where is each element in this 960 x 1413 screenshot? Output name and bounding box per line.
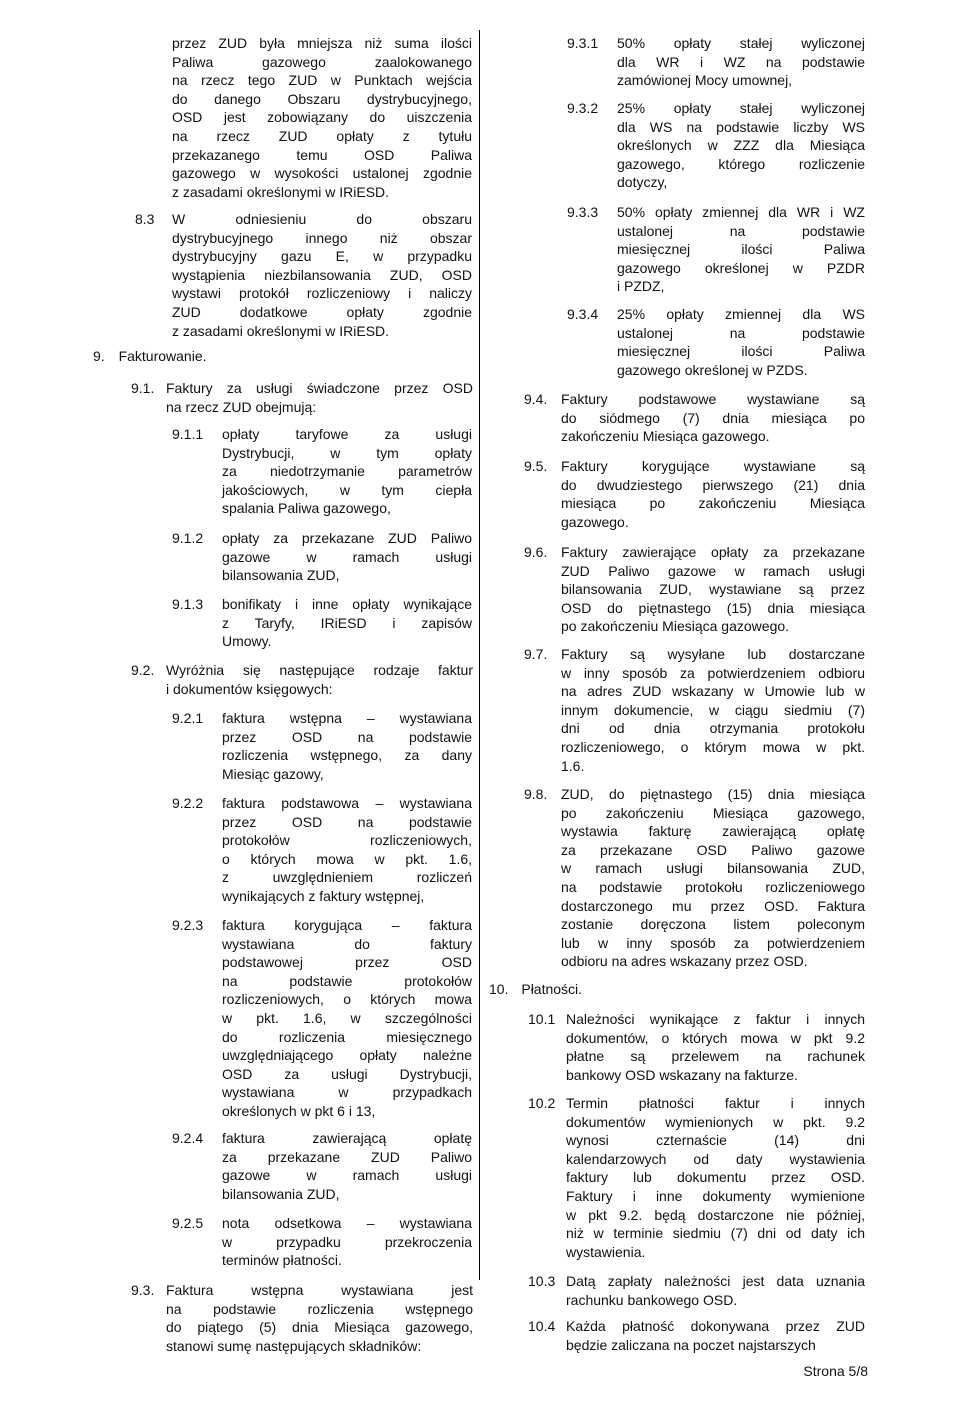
paragraph-text xyxy=(561,645,865,775)
text-line: 25% opłaty stałej wyliczonej xyxy=(617,100,865,116)
paragraph-9-2-5 xyxy=(172,1214,472,1270)
text-line: do danego Obszaru dystrybucyjnego, xyxy=(172,90,472,107)
paragraph-text xyxy=(561,457,865,531)
text-line: Faktura wstępna wystawiana jest xyxy=(166,1282,473,1298)
text-line: wynikających z faktury wstępnej, xyxy=(222,887,425,904)
text-line: bilansowania ZUD, xyxy=(222,1185,340,1202)
paragraph-number: 9.3.3 xyxy=(567,204,599,220)
text-line: zamówionej Mocy umownej, xyxy=(617,72,793,89)
text-line: opłaty taryfowe za usługi xyxy=(222,426,472,442)
text-line: odbioru na adres wskazany przez OSD. xyxy=(561,953,808,970)
paragraph-intro xyxy=(172,34,472,201)
text-line: dystrybucyjnego innego niż obszar xyxy=(172,229,472,246)
text-line: gazowe w ramach usługi xyxy=(222,548,472,565)
text-line: Faktury są wysyłane lub dostarczane xyxy=(561,646,865,662)
text-line: z zasadami określonymi w IRiESD. xyxy=(172,183,390,200)
paragraph-number: 9.8. xyxy=(524,786,548,802)
text-line: uwzględniającego opłaty należne xyxy=(222,1047,472,1064)
paragraph-number: 9.2.2 xyxy=(172,795,204,811)
text-line: w pkt. 1.6, w szczególności xyxy=(222,1009,472,1026)
paragraph-number: 9.7. xyxy=(524,646,548,662)
text-line: protokołów rozliczeniowych, xyxy=(222,832,472,849)
paragraph-10-2 xyxy=(528,1094,865,1261)
paragraph-9-1 xyxy=(131,379,473,416)
text-line: ustalonej na podstawie xyxy=(617,222,865,239)
text-line: jakościowych, w tym ciepła xyxy=(222,481,472,498)
text-line: innym dokumencie, w ciągu siedmiu (7) xyxy=(561,701,865,718)
paragraph-number: 8.3 xyxy=(135,211,155,227)
paragraph-9-3-4 xyxy=(567,305,865,379)
text-line: zostanie doręczona listem poleconym xyxy=(561,916,865,933)
text-line: Faktury zawierające opłaty za przekazane xyxy=(561,544,865,560)
paragraph-number: 9.1. xyxy=(131,380,155,396)
text-line: rozliczeniowego, o którym mowa w pkt. xyxy=(561,738,865,755)
text-line: OSD za usługi Dystrybucji, xyxy=(222,1065,472,1082)
paragraph-number: 9.1.1 xyxy=(172,426,204,442)
paragraph-text xyxy=(617,99,865,192)
text-line: faktura podstawowa – wystawiana xyxy=(222,795,472,811)
paragraph-text xyxy=(566,1272,865,1309)
text-line: z Taryfy, IRiESD i zapisów xyxy=(222,614,472,631)
text-line: za przekazane ZUD Paliwo xyxy=(222,1148,472,1165)
text-line: przez OSD na podstawie xyxy=(222,728,472,745)
text-line: OSD jest zobowiązany do uiszczenia xyxy=(172,109,472,126)
text-line: ZUD dodatkowe opłaty zgodnie xyxy=(172,303,472,320)
paragraph-number: 9.3.4 xyxy=(567,306,599,322)
paragraph-9-1-3 xyxy=(172,595,472,651)
paragraph-text xyxy=(222,916,472,1121)
text-line: dla WR i WZ na podstawie xyxy=(617,53,865,70)
text-line: Paliwa gazowego zaalokowanego xyxy=(172,53,472,70)
text-line: do dwudziestego pierwszego (21) dnia xyxy=(561,476,865,493)
text-line: dokumentów wymienionych w pkt. 9.2 xyxy=(566,1113,865,1130)
text-line: Miesiąc gazowy, xyxy=(222,765,324,782)
text-line: wystawia fakturę zawierającą opłatę xyxy=(561,823,865,840)
text-line: faktura zawierającą opłatę xyxy=(222,1130,472,1146)
text-line: ZUD Paliwo gazowe w ramach usługi xyxy=(561,562,865,579)
text-line: określonych w pkt 6 i 13, xyxy=(222,1102,376,1119)
text-line: faktury lub dokumentu przez OSD. xyxy=(566,1169,865,1186)
text-line: bonifikaty i inne opłaty wynikające xyxy=(222,596,472,612)
paragraph-text xyxy=(566,1010,865,1084)
text-line: lub w inny sposób za potwierdzeniem xyxy=(561,934,865,951)
paragraph-text xyxy=(222,709,472,783)
paragraph-number: 9.3. xyxy=(131,1282,155,1298)
paragraph-9-2-1 xyxy=(172,709,472,783)
text-line: za niedotrzymanie parametrów xyxy=(222,463,472,480)
text-line: ZUD, do piętnastego (15) dnia miesiąca xyxy=(561,786,865,802)
text-line: w inny sposób za potwierdzeniem odbioru xyxy=(561,664,865,681)
text-line: spalania Paliwa gazowego, xyxy=(222,500,391,517)
text-line: dni od dnia otrzymania protokołu xyxy=(561,720,865,737)
text-line: dokumentów, o których mowa w pkt 9.2 xyxy=(566,1029,865,1046)
text-line: w przypadku przekroczenia xyxy=(222,1233,472,1250)
paragraph-text xyxy=(617,305,865,379)
text-line: płatne są przelewem na rachunek xyxy=(566,1048,865,1065)
paragraph-text xyxy=(172,210,472,340)
text-line: Faktury podstawowe wystawiane są xyxy=(561,391,865,407)
paragraph-text xyxy=(566,1317,865,1354)
paragraph-text xyxy=(222,425,472,518)
text-line: na rzecz ZUD opłaty z tytułu xyxy=(172,127,472,144)
text-line: na podstawie rozliczenia wstępnego xyxy=(166,1300,473,1317)
text-line: na rzecz tego ZUD w Punktach wejścia xyxy=(172,72,472,89)
text-line: 50% opłaty stałej wyliczonej xyxy=(617,35,865,51)
paragraph-text xyxy=(561,543,865,636)
text-line: rachunku bankowego OSD. xyxy=(566,1291,738,1308)
text-line: Datą zapłaty należności jest data uznania xyxy=(566,1273,865,1289)
section-number: 10. xyxy=(489,981,509,997)
text-line: OSD do piętnastego (15) dnia miesiąca xyxy=(561,599,865,616)
paragraph-10-3 xyxy=(528,1272,865,1309)
paragraph-number: 10.3 xyxy=(528,1273,556,1289)
paragraph-9-6 xyxy=(524,543,865,636)
paragraph-9-8 xyxy=(524,785,865,971)
paragraph-9-3-3 xyxy=(567,203,865,296)
text-line: 50% opłaty zmiennej dla WR i WZ xyxy=(617,204,865,220)
paragraph-text xyxy=(566,1094,865,1261)
column-divider xyxy=(479,30,480,1280)
text-line: i dokumentów księgowych: xyxy=(166,680,333,697)
paragraph-9-4 xyxy=(524,390,865,446)
text-line: dotyczy, xyxy=(617,174,668,191)
paragraph-9-3 xyxy=(131,1281,473,1355)
text-line: Umowy. xyxy=(222,633,272,650)
paragraph-9-2-3 xyxy=(172,916,472,1121)
paragraph-text xyxy=(166,379,473,416)
text-line: miesięcznej ilości Paliwa xyxy=(617,241,865,258)
text-line: określonych w ZZZ dla Miesiąca xyxy=(617,137,865,154)
text-line: dystrybucyjny gazu E, w przypadku xyxy=(172,248,472,265)
section-9-heading xyxy=(93,347,473,366)
paragraph-9-3-1 xyxy=(567,34,865,90)
paragraph-number: 9.4. xyxy=(524,391,548,407)
text-line: terminów płatności. xyxy=(222,1252,342,1269)
paragraph-number: 10.1 xyxy=(528,1011,556,1027)
text-line: i PZDZ, xyxy=(617,278,665,295)
text-line: przekazanego temu OSD Paliwa xyxy=(172,146,472,163)
text-line: bilansowania ZUD, wystawiane są przez xyxy=(561,581,865,598)
paragraph-number: 9.3.1 xyxy=(567,35,599,51)
paragraph-text xyxy=(617,203,865,296)
text-line: na podstawie protokołu rozliczeniowego xyxy=(561,878,865,895)
text-line: Faktury za usługi świadczone przez OSD xyxy=(166,380,473,396)
text-line: na adres ZUD wskazany w Umowie lub w xyxy=(561,683,865,700)
paragraph-number: 10.4 xyxy=(528,1318,556,1334)
text-line: ustalonej na podstawie xyxy=(617,324,865,341)
text-line: dostarczonego mu przez OSD. Faktura xyxy=(561,897,865,914)
text-line: Wyróżnia się następujące rodzaje faktur xyxy=(166,662,473,678)
paragraph-9-1-2 xyxy=(172,529,472,585)
section-number: 9. xyxy=(93,348,105,364)
paragraph-text xyxy=(561,390,865,446)
text-line: do rozliczenia miesięcznego xyxy=(222,1028,472,1045)
paragraph-text xyxy=(222,794,472,906)
text-line: wystawi protokół rozliczeniowy i naliczy xyxy=(172,285,472,302)
text-line: faktura wstępna – wystawiana xyxy=(222,710,472,726)
paragraph-text xyxy=(617,34,865,90)
text-line: niż w terminie siedmiu (7) dni od daty ich xyxy=(566,1225,865,1242)
text-line: faktura korygująca – faktura xyxy=(222,917,472,933)
text-line: podstawowej przez OSD xyxy=(222,954,472,971)
text-line: 25% opłaty zmiennej dla WS xyxy=(617,306,865,322)
text-line: przez ZUD była mniejsza niż suma ilości xyxy=(172,35,472,51)
paragraph-number: 9.2. xyxy=(131,662,155,678)
text-line: W odniesieniu do obszaru xyxy=(172,211,472,227)
text-line: w ramach usługi bilansowania ZUD, xyxy=(561,860,865,877)
paragraph-9-7 xyxy=(524,645,865,775)
paragraph-number: 9.2.1 xyxy=(172,710,204,726)
text-line: kalendarzowych od daty wystawienia xyxy=(566,1150,865,1167)
text-line: wystawienia. xyxy=(566,1243,646,1260)
text-line: po zakończeniu Miesiąca gazowego, xyxy=(561,804,865,821)
paragraph-text xyxy=(222,1214,472,1270)
text-line: Faktury i inne dokumenty wymienione xyxy=(566,1187,865,1204)
text-line: nota odsetkowa – wystawiana xyxy=(222,1215,472,1231)
paragraph-number: 9.2.3 xyxy=(172,917,204,933)
text-line: bankowy OSD wskazany na fakturze. xyxy=(566,1066,798,1083)
paragraph-9-2 xyxy=(131,661,473,698)
text-line: na rzecz ZUD obejmują: xyxy=(166,398,317,415)
text-line: wystawiana do faktury xyxy=(222,935,472,952)
text-line: miesięcznej ilości Paliwa xyxy=(617,343,865,360)
text-line: gazowego. xyxy=(561,513,629,530)
text-line: Faktury korygujące wystawiane są xyxy=(561,458,865,474)
text-line: przez OSD na podstawie xyxy=(222,813,472,830)
text-line: Każda płatność dokonywana przez ZUD xyxy=(566,1318,865,1334)
text-line: po zakończeniu Miesiąca gazowego. xyxy=(561,618,790,635)
text-line: opłaty za przekazane ZUD Paliwo xyxy=(222,530,472,546)
text-line: z uwzględnieniem rozliczeń xyxy=(222,869,472,886)
text-line: dla WS na podstawie liczby WS xyxy=(617,118,865,135)
section-title: Płatności. xyxy=(521,981,583,997)
paragraph-number: 9.1.3 xyxy=(172,596,204,612)
text-line: gazowe w ramach usługi xyxy=(222,1167,472,1184)
text-line: rozliczeniowych, o których mowa xyxy=(222,991,472,1008)
paragraph-number: 9.5. xyxy=(524,458,548,474)
paragraph-9-1-1 xyxy=(172,425,472,518)
paragraph-9-2-4 xyxy=(172,1129,472,1203)
text-line: bilansowania ZUD, xyxy=(222,567,340,584)
paragraph-9-3-2 xyxy=(567,99,865,192)
text-line: Termin płatności faktur i innych xyxy=(566,1095,865,1111)
text-line: gazowego, którego rozliczenie xyxy=(617,155,865,172)
text-line: wystawiana w przypadkach xyxy=(222,1084,472,1101)
text-line: z zasadami określonymi w IRiESD. xyxy=(172,322,390,339)
paragraph-text xyxy=(222,1129,472,1203)
text-line: w pkt 9.2. będą dostarczone nie później, xyxy=(566,1206,865,1223)
text-line: miesiąca po zakończeniu Miesiąca xyxy=(561,495,865,512)
paragraph-8-3 xyxy=(135,210,472,340)
paragraph-10-1 xyxy=(528,1010,865,1084)
text-line: na podstawie protokołów xyxy=(222,972,472,989)
text-line: 1.6. xyxy=(561,757,585,774)
paragraph-text xyxy=(166,661,473,698)
page-number: Strona 5/8 xyxy=(803,1363,868,1379)
text-line: zakończeniu Miesiąca gazowego. xyxy=(561,428,770,445)
paragraph-number: 9.2.4 xyxy=(172,1130,204,1146)
paragraph-number: 9.3.2 xyxy=(567,100,599,116)
paragraph-text xyxy=(166,1281,473,1355)
paragraph-text xyxy=(222,595,472,651)
text-line: rozliczenia wstępnego, za dany xyxy=(222,747,472,764)
paragraph-number: 9.1.2 xyxy=(172,530,204,546)
text-line: stanowi sumę następujących składników: xyxy=(166,1337,422,1354)
text-line: gazowego określonej w PZDR xyxy=(617,259,865,276)
paragraph-text xyxy=(222,529,472,585)
section-10-heading xyxy=(489,980,869,999)
text-line: za przekazane OSD Paliwo gazowe xyxy=(561,841,865,858)
text-line: Należności wynikające z faktur i innych xyxy=(566,1011,865,1027)
paragraph-9-2-2 xyxy=(172,794,472,906)
text-line: będzie zaliczana na poczet najstarszych xyxy=(566,1336,816,1353)
text-line: gazowego określonej w PZDS. xyxy=(617,361,808,378)
text-line: o których mowa w pkt. 1.6, xyxy=(222,850,472,867)
paragraph-number: 9.2.5 xyxy=(172,1215,204,1231)
text-line: Dystrybucji, w tym opłaty xyxy=(222,444,472,461)
paragraph-text xyxy=(561,785,865,971)
paragraph-9-5 xyxy=(524,457,865,531)
text-line: do siódmego (7) dnia miesiąca po xyxy=(561,409,865,426)
text-line: gazowego w wysokości ustalonej zgodnie xyxy=(172,165,472,182)
text-line: do piątego (5) dnia Miesiąca gazowego, xyxy=(166,1319,473,1336)
paragraph-10-4 xyxy=(528,1317,865,1354)
paragraph-number: 10.2 xyxy=(528,1095,556,1111)
section-title: Fakturowanie. xyxy=(118,348,207,364)
text-line: wynosi czternaście (14) dni xyxy=(566,1132,865,1149)
text-line: wystąpienia niezbilansowania ZUD, OSD xyxy=(172,266,472,283)
paragraph-number: 9.6. xyxy=(524,544,548,560)
